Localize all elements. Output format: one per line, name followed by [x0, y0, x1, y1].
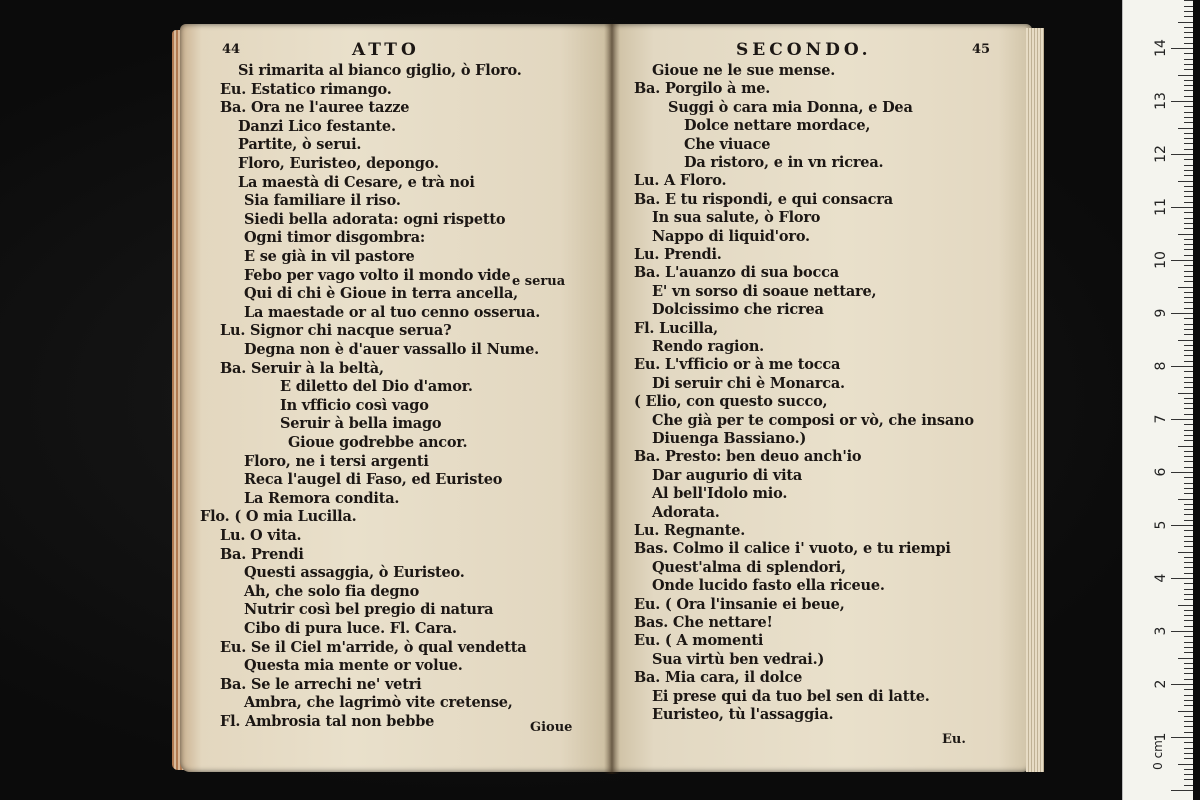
ruler-number: 10 [1153, 251, 1169, 269]
text-line: Gioue godrebbe ancor. [288, 434, 468, 451]
ruler-tick [1184, 6, 1193, 7]
ruler-tick [1184, 276, 1193, 277]
ruler-tick [1184, 594, 1193, 595]
book-edge-right [1026, 28, 1044, 772]
ruler-tick [1184, 90, 1193, 91]
ruler-tick [1171, 101, 1193, 102]
text-line: Floro, ne i tersi argenti [244, 452, 429, 470]
ruler-tick [1184, 122, 1193, 123]
ruler-tick [1184, 112, 1193, 113]
ruler-tick [1178, 181, 1193, 182]
ruler-tick [1184, 53, 1193, 54]
ruler-tick [1184, 27, 1193, 28]
text-line: Eu. ( Ora l'insanie ei beue, [634, 595, 845, 613]
ruler-tick [1184, 85, 1193, 86]
ruler-tick [1184, 477, 1193, 478]
ruler-tick [1184, 382, 1193, 383]
ruler-unit: 0 cm [1150, 740, 1165, 770]
ruler-tick [1184, 11, 1193, 12]
ruler-tick [1184, 165, 1193, 166]
text-line: Dolcissimo che ricrea [652, 301, 824, 319]
ruler-tick [1171, 313, 1193, 314]
ruler-tick [1171, 154, 1193, 155]
ruler-tick [1171, 790, 1193, 791]
right-page-number: 45 [972, 42, 991, 57]
ruler-tick [1184, 705, 1193, 706]
ruler-tick [1184, 610, 1193, 611]
ruler-tick [1184, 159, 1193, 160]
ruler-tick [1178, 552, 1193, 553]
ruler-number: 13 [1153, 92, 1169, 110]
text-line: Degna non è d'auer vassallo il Nume. [244, 341, 539, 358]
open-book [172, 24, 1050, 776]
margin-note: e serua [512, 274, 566, 289]
ruler-tick [1178, 22, 1193, 23]
ruler-tick [1184, 37, 1193, 38]
ruler-tick [1171, 684, 1193, 685]
ruler-tick [1184, 626, 1193, 627]
text-line: Ogni timor disgombra: [244, 229, 426, 247]
text-line: Eu. Se il Ciel m'arride, ò qual vendetta [220, 638, 527, 656]
right-catchword: Eu. [942, 732, 966, 747]
ruler-tick [1184, 196, 1193, 197]
ruler-tick [1184, 149, 1193, 150]
ruler-number: 11 [1153, 198, 1169, 216]
ruler-tick [1184, 663, 1193, 664]
ruler-tick [1184, 758, 1193, 759]
ruler-tick [1184, 546, 1193, 547]
ruler-tick [1184, 228, 1193, 229]
text-line: E diletto del Dio d'amor. [280, 378, 473, 396]
ruler-tick [1184, 69, 1193, 70]
text-line: Eu. L'vfficio or à me tocca [634, 356, 841, 374]
ruler-tick [1184, 281, 1193, 282]
ruler-tick [1184, 212, 1193, 213]
text-line: Nappo di liquid'oro. [652, 227, 810, 245]
text-line: Ba. Ora ne l'auree tazze [220, 99, 410, 117]
book-gutter [604, 24, 620, 774]
text-line: Gioue ne le sue mense. [652, 62, 836, 79]
ruler-tick [1184, 483, 1193, 484]
text-line: Partite, ò serui. [238, 136, 362, 154]
ruler-tick [1184, 143, 1193, 144]
text-line: Questi assaggia, ò Euristeo. [244, 564, 465, 582]
ruler-tick [1178, 234, 1193, 235]
ruler-tick [1178, 75, 1193, 76]
text-line: Ba. E tu rispondi, e qui consacra [634, 190, 893, 208]
ruler-tick [1184, 647, 1193, 648]
text-line: ( Elio, con questo succo, [634, 393, 828, 411]
ruler-tick [1184, 202, 1193, 203]
text-line: Sia familiare il riso. [244, 192, 401, 210]
ruler-tick [1184, 308, 1193, 309]
ruler-tick [1184, 239, 1193, 240]
ruler-tick [1184, 350, 1193, 351]
ruler-number: 6 [1153, 467, 1169, 477]
ruler-number: 1 [1153, 732, 1169, 742]
text-line: Che viuace [684, 135, 771, 153]
text-line: Ba. Mia cara, il dolce [634, 669, 803, 687]
ruler-tick [1184, 753, 1193, 754]
text-line: Suggi ò cara mia Donna, e Dea [668, 98, 913, 116]
ruler-tick [1184, 573, 1193, 574]
text-line: Siedi bella adorata: ogni rispetto [244, 210, 506, 228]
text-line: Ba. Seruir à la beltà, [220, 359, 384, 377]
ruler-tick [1184, 186, 1193, 187]
ruler-tick [1178, 393, 1193, 394]
ruler-tick [1184, 748, 1193, 749]
text-line: Eu. Estatico rimango. [220, 80, 392, 98]
text-line: Nutrir così bel pregio di natura [244, 601, 494, 619]
text-line: Ba. Porgilo à me. [634, 80, 771, 98]
ruler-number: 8 [1153, 361, 1169, 371]
ruler-tick [1184, 716, 1193, 717]
ruler-tick [1184, 668, 1193, 669]
ruler-tick [1184, 302, 1193, 303]
ruler-tick [1184, 361, 1193, 362]
text-line: Sua virtù ben vedrai.) [652, 650, 825, 668]
ruler-tick [1184, 779, 1193, 780]
ruler-tick [1184, 218, 1193, 219]
ruler-tick [1178, 605, 1193, 606]
ruler-tick [1178, 287, 1193, 288]
text-line: Adorata. [652, 503, 720, 521]
text-line: Qui di chi è Gioue in terra ancella, [244, 285, 518, 303]
ruler-tick [1184, 43, 1193, 44]
ruler-tick [1184, 255, 1193, 256]
text-line: Da ristoro, e in vn ricrea. [684, 154, 884, 171]
ruler-tick [1184, 599, 1193, 600]
ruler-tick [1184, 620, 1193, 621]
ruler-tick [1178, 340, 1193, 341]
right-page [612, 24, 1032, 772]
ruler-tick [1184, 414, 1193, 415]
text-line: Dolce nettare mordace, [684, 117, 871, 135]
text-line: Reca l'augel di Faso, ed Euristeo [244, 471, 503, 489]
ruler-tick [1178, 711, 1193, 712]
left-page-header: ATTO [352, 40, 420, 60]
ruler-tick [1184, 191, 1193, 192]
ruler-tick [1178, 658, 1193, 659]
ruler-tick [1184, 175, 1193, 176]
ruler-number: 5 [1153, 520, 1169, 530]
text-line: La maestà di Cesare, e trà noi [238, 173, 475, 191]
text-line: Ei prese qui da tuo bel sen di latte. [652, 687, 930, 705]
right-page-header: SECONDO. [736, 40, 872, 60]
text-line: Lu. A Floro. [634, 172, 727, 190]
text-line: Dar augurio di vita [652, 466, 803, 484]
text-line: Fl. Ambrosia tal non bebbe [220, 713, 435, 730]
text-line: E se già in vil pastore [244, 248, 415, 265]
ruler-tick [1184, 721, 1193, 722]
text-line: Di seruir chi è Monarca. [652, 374, 845, 392]
ruler-tick [1184, 249, 1193, 250]
text-line: Danzi Lico festante. [238, 117, 396, 135]
ruler-tick [1184, 292, 1193, 293]
ruler-tick [1184, 541, 1193, 542]
text-line: Ba. L'auanzo di sua bocca [634, 264, 839, 282]
ruler-tick [1184, 461, 1193, 462]
ruler-tick [1184, 64, 1193, 65]
left-catchword: Gioue [530, 720, 573, 735]
ruler-tick [1184, 488, 1193, 489]
text-line: E' vn sorso di soaue nettare, [652, 282, 877, 300]
text-line: In sua salute, ò Floro [652, 209, 821, 227]
text-line: Lu. Prendi. [634, 246, 722, 263]
text-line: Eu. ( A momenti [634, 632, 764, 650]
ruler-tick [1184, 133, 1193, 134]
ruler-tick [1184, 0, 1193, 1]
ruler-tick [1184, 742, 1193, 743]
ruler-tick [1184, 536, 1193, 537]
ruler-tick [1184, 170, 1193, 171]
text-line: Ba. Prendi [220, 545, 304, 563]
ruler-tick [1184, 265, 1193, 266]
ruler-tick [1184, 504, 1193, 505]
text-line: Febo per vago volto il mondo vide [244, 266, 511, 284]
ruler-tick [1184, 424, 1193, 425]
ruler-tick [1184, 398, 1193, 399]
ruler-tick [1184, 530, 1193, 531]
text-line: Lu. Signor chi nacque serua? [220, 322, 452, 340]
text-line: Fl. Lucilla, [634, 319, 719, 337]
ruler-number: 2 [1153, 679, 1169, 689]
text-line: Ah, che solo fia degno [244, 582, 420, 600]
ruler-tick [1184, 679, 1193, 680]
ruler-tick [1184, 117, 1193, 118]
ruler-tick [1184, 435, 1193, 436]
text-line: Ba. Presto: ben deuo anch'io [634, 448, 862, 466]
ruler-tick [1184, 456, 1193, 457]
ruler-tick [1184, 377, 1193, 378]
ruler-tick [1178, 499, 1193, 500]
ruler-tick [1184, 355, 1193, 356]
ruler-tick [1171, 260, 1193, 261]
ruler-tick [1184, 80, 1193, 81]
text-line: Quest'alma di splendori, [652, 558, 846, 576]
ruler-number: 3 [1153, 626, 1169, 636]
ruler-tick [1171, 631, 1193, 632]
ruler-tick [1184, 583, 1193, 584]
ruler-tick [1184, 636, 1193, 637]
text-line: Rendo ragion. [652, 338, 765, 355]
ruler-number: 12 [1153, 145, 1169, 163]
ruler-tick [1184, 695, 1193, 696]
text-line: Al bell'Idolo mio. [652, 485, 788, 503]
ruler-tick [1184, 732, 1193, 733]
ruler-tick [1184, 430, 1193, 431]
ruler-tick [1184, 223, 1193, 224]
ruler-tick [1184, 769, 1193, 770]
text-line: Flo. ( O mia Lucilla. [200, 508, 357, 526]
text-line: La Remora condita. [244, 489, 400, 507]
ruler-tick [1171, 525, 1193, 526]
ruler-tick [1184, 318, 1193, 319]
ruler-tick [1184, 440, 1193, 441]
text-line: Bas. Che nettare! [634, 614, 773, 631]
left-page [180, 24, 612, 772]
text-line: Euristeo, tù l'assaggia. [652, 706, 834, 723]
text-line: Si rimarita al bianco giglio, ò Floro. [238, 62, 522, 79]
ruler-tick [1184, 615, 1193, 616]
ruler-number: 4 [1153, 573, 1169, 583]
ruler-tick [1184, 785, 1193, 786]
text-line: In vfficio così vago [280, 396, 429, 414]
ruler-tick [1178, 764, 1193, 765]
text-line: Lu. O vita. [220, 527, 302, 544]
ruler-tick [1184, 689, 1193, 690]
ruler-tick [1184, 96, 1193, 97]
ruler-tick [1184, 514, 1193, 515]
ruler-tick [1184, 32, 1193, 33]
text-line: Ba. Se le arrechi ne' vetri [220, 675, 422, 693]
ruler-tick [1171, 472, 1193, 473]
ruler-tick [1178, 446, 1193, 447]
ruler-tick [1184, 562, 1193, 563]
text-line: Cibo di pura luce. Fl. Cara. [244, 620, 457, 637]
ruler-tick [1171, 366, 1193, 367]
ruler-tick [1184, 345, 1193, 346]
ruler-tick [1184, 774, 1193, 775]
text-line: La maestade or al tuo cenno osserua. [244, 303, 541, 321]
ruler-tick [1184, 509, 1193, 510]
ruler-tick [1184, 297, 1193, 298]
ruler-number: 14 [1153, 39, 1169, 57]
text-line: Che già per te composi or vò, che insano [652, 411, 974, 429]
ruler-tick [1184, 589, 1193, 590]
ruler-tick [1184, 652, 1193, 653]
ruler-tick [1184, 726, 1193, 727]
ruler-tick [1184, 520, 1193, 521]
ruler-tick [1184, 403, 1193, 404]
ruler-tick [1184, 16, 1193, 17]
text-line: Ambra, che lagrimò vite cretense, [244, 694, 513, 712]
ruler-tick [1184, 673, 1193, 674]
ruler-tick [1171, 48, 1193, 49]
ruler-tick [1171, 737, 1193, 738]
text-line: Bas. Colmo il calice i' vuoto, e tu riempi [634, 540, 951, 558]
ruler-number: 9 [1153, 308, 1169, 318]
ruler-tick [1184, 408, 1193, 409]
ruler-tick [1184, 451, 1193, 452]
text-line: Diuenga Bassiano.) [652, 430, 807, 447]
left-page-number: 44 [222, 42, 241, 57]
ruler-tick [1184, 329, 1193, 330]
ruler-tick [1184, 387, 1193, 388]
text-line: Questa mia mente or volue. [244, 657, 463, 675]
ruler-tick [1184, 557, 1193, 558]
text-line: Lu. Regnante. [634, 522, 746, 539]
ruler-tick [1184, 324, 1193, 325]
measuring-ruler [1122, 0, 1193, 800]
ruler-tick [1184, 138, 1193, 139]
ruler-tick [1171, 578, 1193, 579]
ruler-tick [1171, 419, 1193, 420]
ruler-tick [1184, 59, 1193, 60]
ruler-tick [1178, 128, 1193, 129]
ruler-tick [1184, 334, 1193, 335]
text-line: Seruir à bella imago [280, 415, 442, 433]
ruler-tick [1184, 567, 1193, 568]
text-line: Floro, Euristeo, depongo. [238, 155, 439, 172]
ruler-number: 7 [1153, 414, 1169, 424]
ruler-tick [1184, 371, 1193, 372]
ruler-tick [1171, 207, 1193, 208]
ruler-tick [1184, 642, 1193, 643]
ruler-tick [1184, 467, 1193, 468]
ruler-tick [1184, 493, 1193, 494]
text-line: Onde lucido fasto ella riceue. [652, 577, 885, 595]
ruler-tick [1184, 700, 1193, 701]
ruler-tick [1184, 244, 1193, 245]
ruler-tick [1184, 271, 1193, 272]
ruler-tick [1184, 106, 1193, 107]
